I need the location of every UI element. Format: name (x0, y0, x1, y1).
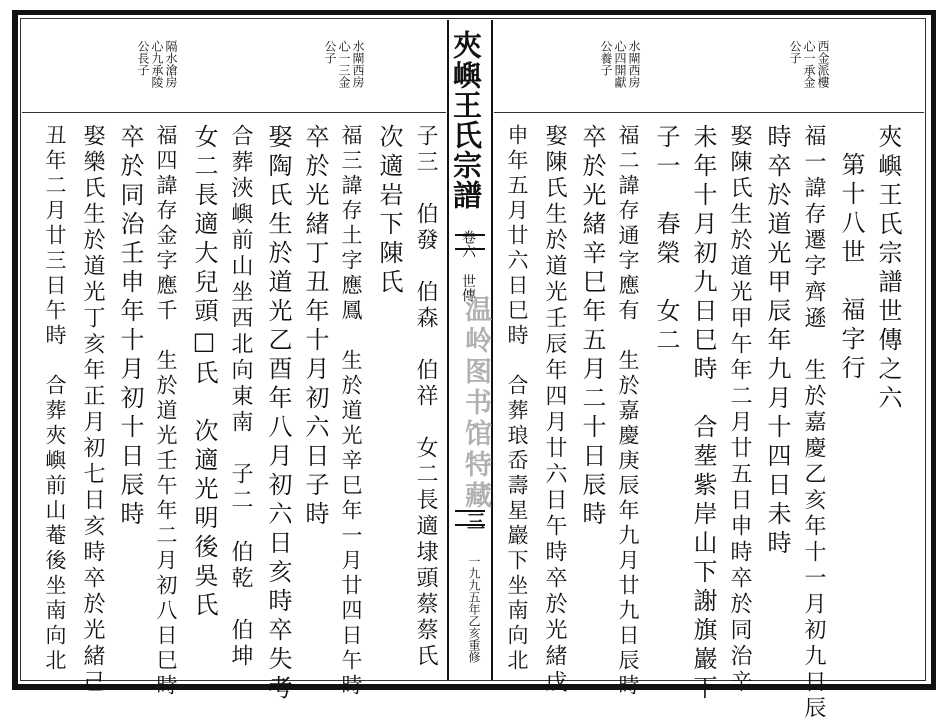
right-note-1-line-1: 西金派樓 (816, 40, 830, 88)
right-col-4: 時卒於道光甲辰年九月十四日未時 (763, 124, 791, 559)
left-note-1-line-3: 公子 (323, 40, 337, 64)
spine-title: 夾嶼王氏宗譜 (449, 30, 483, 210)
left-note-2-line-3: 公長子 (136, 40, 150, 76)
left-col-5: 娶陶氏生於道光乙酉年八月初六日亥時卒失考 (264, 124, 292, 704)
left-col-9: 卒於同治壬申年十月初十日辰時 (116, 124, 144, 530)
left-col-11: 丑年二月廿三日午時 合葬夾嶼前山菴後坐南向北 (43, 124, 67, 674)
right-note-2-line-3: 公養子 (599, 40, 613, 76)
right-col-6: 未年十月初九日巳時 合塟紫岸山下謝旗巖下 (689, 124, 717, 704)
right-col-3: 福一諱存遷字齊遜 生於嘉慶乙亥年十一月初九日辰 (801, 124, 826, 722)
left-col-6: 合葬浹嶼前山坐西北向東南 子二 伯乾 伯坤 (228, 124, 253, 670)
right-note-2-line-1: 水閘西房 (627, 40, 641, 88)
left-col-10: 娶樂氏生於道光丁亥年正月初七日亥時卒於光緒己 (80, 124, 105, 696)
right-col-8: 福二諱存通字應有 生於嘉慶庚辰年九月廿九日辰時 (616, 124, 640, 699)
library-stamp: 温岭图书馆特藏 (460, 295, 491, 512)
left-note-2-line-2: 心九承陵 (150, 40, 164, 88)
right-col-2: 第十八世 福字行 (837, 152, 865, 384)
right-col-7: 子一 春榮 女二 (652, 124, 680, 356)
right-note-2-line-2: 心四開獻 (613, 40, 627, 88)
spine-page-number: 三 (464, 512, 485, 530)
left-col-2: 次適岩下陳氏 (375, 124, 403, 298)
left-note-2-line-1: 隔水滄房 (164, 40, 178, 88)
left-col-3: 福三諱存土字應鳳 生於道光辛巳年一月廿四日午時 (339, 124, 363, 699)
right-header-rule (494, 112, 924, 113)
right-note-1-line-2: 心一承金 (802, 40, 816, 88)
left-header-rule (22, 112, 446, 113)
right-col-9: 卒於光緒辛巳年五月二十日辰時 (578, 124, 606, 530)
left-col-7: 女二長適大兒頭□氏 次適光明後吳氏 (190, 124, 218, 621)
left-col-4: 卒於光緒丁丑年十月初六日子時 (301, 124, 329, 530)
left-note-1-line-1: 水閘西房 (351, 40, 365, 88)
left-col-8: 福四諱存金字應千 生於道光壬午年二月初八日巳時 (154, 124, 178, 699)
spine-volume: 卷六 世傳 (460, 230, 476, 302)
left-note-1-line-2: 心一三金 (337, 40, 351, 88)
right-col-1: 夾嶼王氏宗譜世傳之六 (874, 124, 902, 414)
spine-revision-year: 一九九五年乙亥重修 (467, 555, 481, 663)
right-col-5: 娶陳氏生於道光甲午年二月廿五日申時卒於同治辛 (727, 124, 752, 696)
right-col-10: 娶陳氏生於道光壬辰年四月廿六日午時卒於光緒戊 (542, 124, 567, 696)
right-col-11: 申年五月廿六日巳時 合葬琅岙壽星巖下坐南向北 (505, 124, 529, 674)
left-col-1: 子三 伯發 伯森 伯祥 女二長適埭頭蔡蔡氏 (413, 124, 438, 670)
right-note-1-line-3: 公子 (788, 40, 802, 64)
